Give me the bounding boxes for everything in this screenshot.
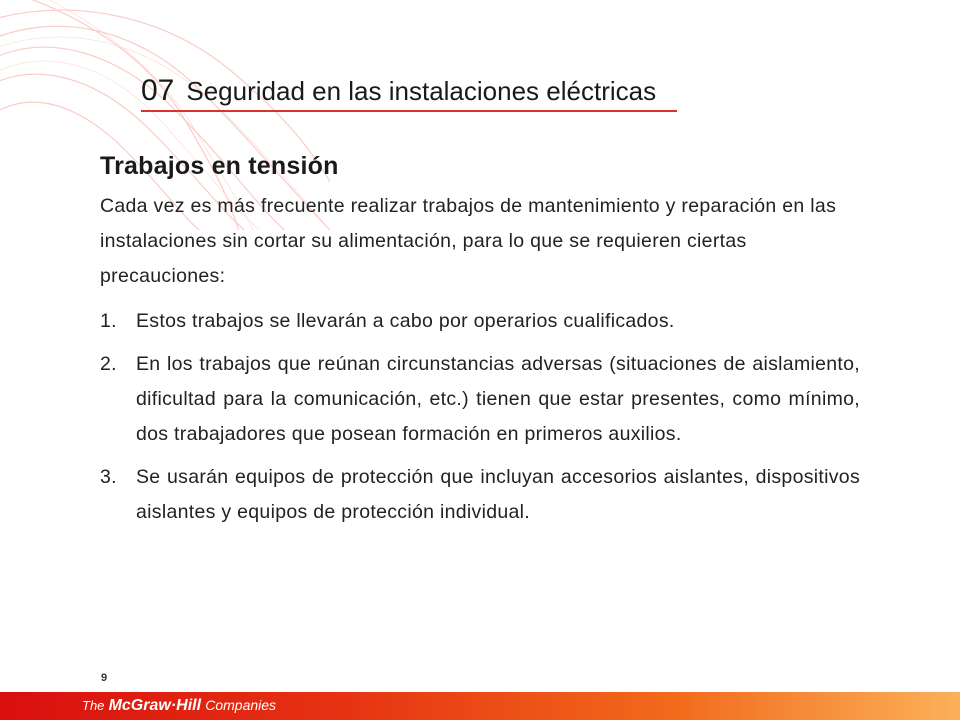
list-item-text: Estos trabajos se llevarán a cabo por operarios cualificados. xyxy=(136,310,675,332)
intro-paragraph: Cada vez es más frecuente realizar trabajos de mantenimiento y reparación en las instalaciones sin cortar su alimentación, para lo que se requieren ciertas precauciones: xyxy=(100,195,837,287)
chapter-title: Seguridad en las instalaciones eléctricas xyxy=(186,76,657,106)
list-item xyxy=(100,460,860,530)
publisher-logo xyxy=(82,697,276,715)
list-item-text: Se usarán equipos de protección que incluyan accesorios aislantes, dispositivos aislantes y equipos de protección individual. xyxy=(136,466,860,523)
list-item xyxy=(100,304,860,339)
precautions-list xyxy=(100,304,860,530)
list-item-number: 2. xyxy=(100,353,117,375)
brand-the: The xyxy=(82,698,105,713)
list-item-number: 3. xyxy=(100,466,117,488)
page-number: 9 xyxy=(101,672,108,684)
section-title: Trabajos en tensión xyxy=(100,152,339,180)
slide-content xyxy=(100,152,860,538)
brand-name: McGraw·Hill xyxy=(108,697,202,714)
list-item xyxy=(100,347,860,452)
chapter-number: 07 xyxy=(141,74,175,107)
brand-companies: Companies xyxy=(205,697,277,713)
list-item-number: 1. xyxy=(100,310,117,332)
list-item-text: En los trabajos que reúnan circunstancias adversas (situaciones de aislamiento, dificultad para la comunicación, etc.) tienen que estar presentes, como mínimo, dos trabajadores que posean formación en primeros auxilios. xyxy=(136,353,860,445)
slide-header xyxy=(141,74,677,112)
footer-bar xyxy=(0,692,960,720)
